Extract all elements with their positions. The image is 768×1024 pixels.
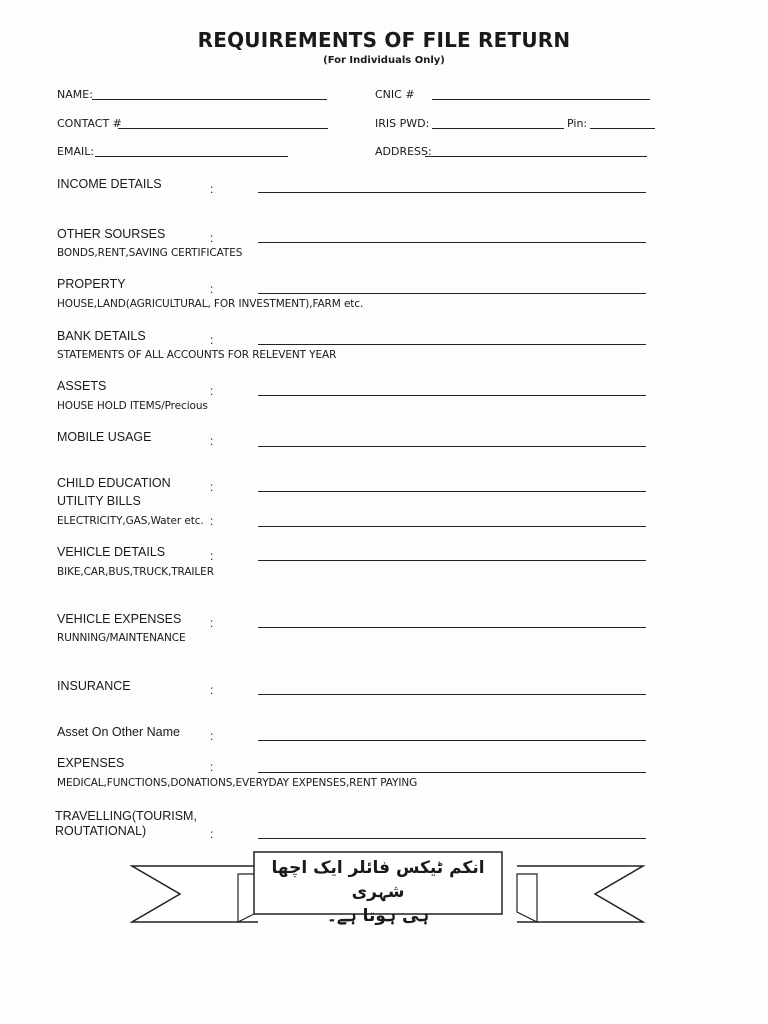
- expenses-sub: MEDICAL,FUNCTIONS,DONATIONS,EVERYDAY EXPENSES,RENT PAYING: [57, 777, 418, 789]
- colon: :: [210, 514, 214, 528]
- colon: :: [210, 333, 214, 347]
- colon: :: [210, 683, 214, 697]
- colon: :: [210, 384, 214, 398]
- cnic-label: CNIC #: [375, 88, 415, 101]
- asset-other-name-label: Asset On Other Name: [57, 725, 180, 739]
- travelling-field[interactable]: [258, 838, 646, 839]
- other-sources-label: OTHER SOURSES: [57, 227, 166, 241]
- email-field[interactable]: [95, 156, 288, 157]
- pin-label: Pin:: [567, 117, 588, 130]
- vehicle-expenses-field[interactable]: [258, 627, 646, 628]
- asset-other-name-field[interactable]: [258, 740, 646, 741]
- colon: :: [210, 182, 214, 196]
- vehicle-details-field[interactable]: [258, 560, 646, 561]
- property-field[interactable]: [258, 293, 646, 294]
- child-education-label: CHILD EDUCATION: [57, 476, 171, 490]
- colon: :: [210, 549, 214, 563]
- travelling-label: TRAVELLING(TOURISM,: [55, 809, 197, 823]
- contact-label: CONTACT #: [57, 117, 122, 130]
- other-sources-sub: BONDS,RENT,SAVING CERTIFICATES: [57, 247, 243, 259]
- income-details-field[interactable]: [258, 192, 646, 193]
- colon: :: [210, 760, 214, 774]
- banner-text: [258, 856, 498, 928]
- property-label: PROPERTY: [57, 277, 126, 291]
- colon: :: [210, 231, 214, 245]
- address-field[interactable]: [425, 156, 647, 157]
- other-sources-field[interactable]: [258, 242, 646, 243]
- mobile-usage-label: MOBILE USAGE: [57, 430, 152, 444]
- page-subtitle: (For Individuals Only): [323, 55, 445, 66]
- colon: :: [210, 282, 214, 296]
- page-title: REQUIREMENTS OF FILE RETURN: [197, 28, 571, 52]
- name-field[interactable]: [92, 99, 327, 100]
- colon: :: [210, 616, 214, 630]
- iris-pwd-label: IRIS PWD:: [375, 117, 430, 130]
- cnic-field[interactable]: [432, 99, 650, 100]
- assets-label: ASSETS: [57, 379, 107, 393]
- vehicle-details-label: VEHICLE DETAILS: [57, 545, 166, 559]
- banner-line-1: انکم ٹیکس فائلر ایک اچھا شہری: [271, 858, 485, 902]
- email-label: EMAIL:: [57, 145, 95, 158]
- utility-bills-label: UTILITY BILLS: [57, 494, 141, 508]
- insurance-label: INSURANCE: [57, 679, 131, 693]
- assets-sub: HOUSE HOLD ITEMS/Precious: [57, 400, 208, 412]
- property-sub: HOUSE,LAND(AGRICULTURAL, FOR INVESTMENT),FARM etc.: [57, 298, 364, 310]
- income-details-label: INCOME DETAILS: [57, 177, 162, 191]
- insurance-field[interactable]: [258, 694, 646, 695]
- expenses-label: EXPENSES: [57, 756, 125, 770]
- colon: :: [210, 827, 214, 841]
- bank-details-sub: STATEMENTS OF ALL ACCOUNTS FOR RELEVENT YEAR: [57, 349, 337, 361]
- utility-bills-field[interactable]: [258, 526, 646, 527]
- iris-pwd-field[interactable]: [432, 128, 564, 129]
- bank-details-label: BANK DETAILS: [57, 329, 146, 343]
- pin-field[interactable]: [590, 128, 655, 129]
- assets-field[interactable]: [258, 395, 646, 396]
- expenses-field[interactable]: [258, 772, 646, 773]
- vehicle-details-sub: BIKE,CAR,BUS,TRUCK,TRAILER: [57, 566, 214, 578]
- colon: :: [210, 434, 214, 448]
- child-education-field[interactable]: [258, 491, 646, 492]
- address-label: ADDRESS:: [375, 145, 432, 158]
- mobile-usage-field[interactable]: [258, 446, 646, 447]
- vehicle-expenses-sub: RUNNING/MAINTENANCE: [57, 632, 186, 644]
- bank-details-field[interactable]: [258, 344, 646, 345]
- name-label: NAME:: [57, 88, 93, 101]
- travelling-sub: ROUTATIONAL): [55, 824, 147, 838]
- contact-field[interactable]: [118, 128, 328, 129]
- banner-line-2: ہی ہوتا ہے۔: [326, 906, 430, 926]
- colon: :: [210, 729, 214, 743]
- colon: :: [210, 480, 214, 494]
- utility-bills-sub: ELECTRICITY,GAS,Water etc.: [57, 515, 204, 527]
- vehicle-expenses-label: VEHICLE EXPENSES: [57, 612, 182, 626]
